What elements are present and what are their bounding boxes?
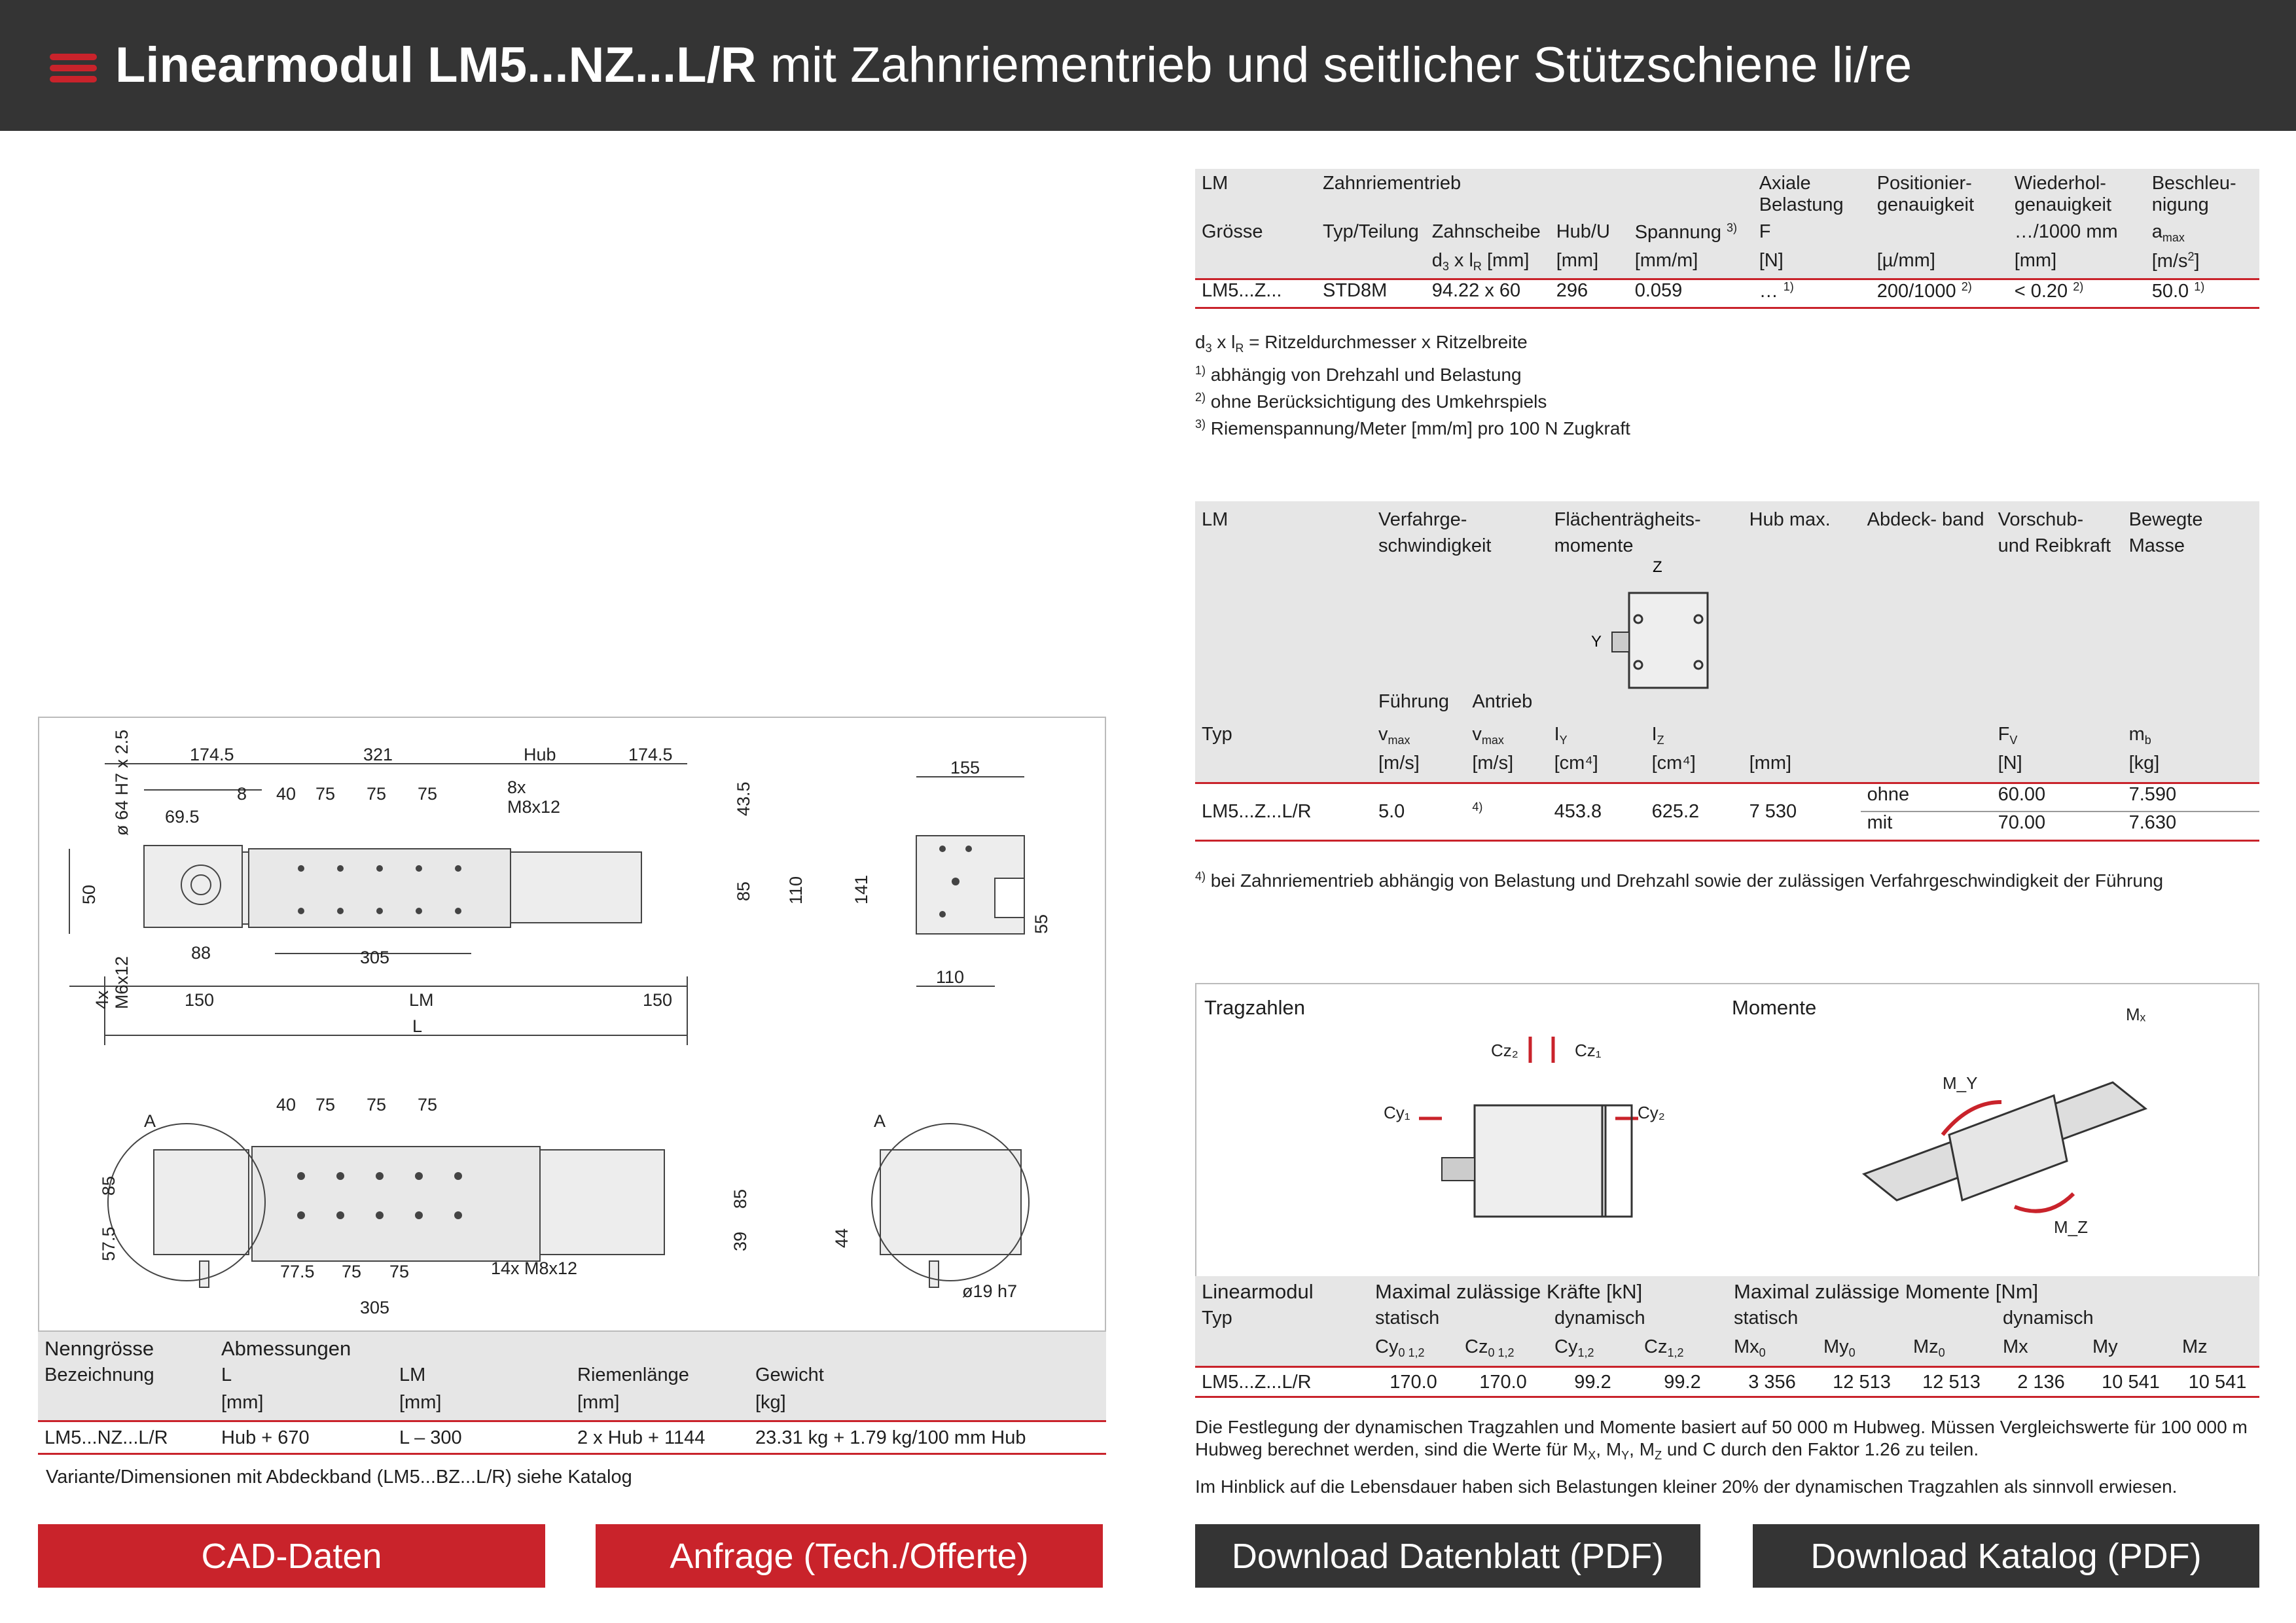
svg-text:88: 88 bbox=[191, 943, 211, 963]
svg-text:77.5: 77.5 bbox=[280, 1262, 315, 1281]
svg-text:305: 305 bbox=[360, 948, 390, 967]
svg-text:M6x12: M6x12 bbox=[112, 955, 132, 1009]
page-header bbox=[0, 0, 2296, 131]
svg-text:40: 40 bbox=[276, 1095, 296, 1115]
page-title: Linearmodul LM5...NZ...L/R mit Zahnriementrieb und seitlicher Stützschiene li/re bbox=[115, 37, 1912, 93]
svg-text:Cz₂: Cz₂ bbox=[1491, 1041, 1518, 1060]
svg-text:75: 75 bbox=[418, 784, 438, 804]
momente-label: Momente bbox=[1732, 996, 1817, 1019]
svg-text:110: 110 bbox=[786, 876, 806, 904]
technical-drawing bbox=[38, 717, 1106, 1332]
tragzahlen-label: Tragzahlen bbox=[1204, 996, 1305, 1019]
download-datasheet-button[interactable]: Download Datenblatt (PDF) bbox=[1195, 1524, 1700, 1588]
request-button[interactable]: Anfrage (Tech./Offerte) bbox=[596, 1524, 1103, 1588]
cross-section-icon bbox=[1587, 560, 1718, 691]
svg-text:4x: 4x bbox=[92, 990, 112, 1009]
forces-panel bbox=[1195, 983, 2259, 1277]
svg-text:150: 150 bbox=[185, 990, 215, 1010]
cad-data-button[interactable]: CAD-Daten bbox=[38, 1524, 545, 1588]
svg-text:55: 55 bbox=[1031, 914, 1051, 934]
svg-text:ø19 h7: ø19 h7 bbox=[962, 1281, 1018, 1301]
svg-text:75: 75 bbox=[315, 1095, 336, 1115]
svg-text:Hub: Hub bbox=[524, 745, 556, 764]
svg-text:85: 85 bbox=[99, 1175, 118, 1196]
svg-text:75: 75 bbox=[389, 1262, 410, 1281]
svg-text:A: A bbox=[144, 1111, 156, 1131]
svg-text:8: 8 bbox=[237, 784, 247, 804]
svg-text:43.5: 43.5 bbox=[734, 781, 753, 816]
svg-text:174.5: 174.5 bbox=[628, 745, 673, 764]
svg-text:321: 321 bbox=[363, 745, 393, 764]
svg-text:150: 150 bbox=[643, 990, 673, 1010]
svg-text:141: 141 bbox=[852, 874, 871, 904]
svg-text:LM: LM bbox=[409, 990, 434, 1010]
svg-text:57.5: 57.5 bbox=[99, 1226, 118, 1261]
loads-table: Linearmodul Maximal zulässige Kräfte [kN] Maximal zulässige Momente [Nm] Typ statisch dynamisch statisch dynamisch $Cy_{0 1,2}$ $Cz_{0 1,2}$ $Cy_{1,2}$ $Cz_{1,2}$ $Mx_0$ $My_0$ $Mz_0$ Mx My Mz LM5...Z...L/R 170.0 170.0 99.2 99.2 3 356 12 513 12 513 2 136 10 541 10 541 Die Festlegung der dynamischen Tragzahlen und Momente basiert auf 50 000 m Hubweg. Müssen Vergleichswerte für 100 000 m Hubweg berechnet werden, sind die Werte für $M_X$, $M_Y$, $M_Z$ und C durch den Faktor 1.26 zu teilen. Im Hinblick auf die Lebensdauer haben sich Belastungen kleiner 20% der dynamischen Tragzahlen als sinnvoll erwiesen. bbox=[1195, 1276, 2259, 1498]
svg-text:ø 64 H7 x 2.5: ø 64 H7 x 2.5 bbox=[112, 729, 132, 836]
svg-text:M_Z: M_Z bbox=[2054, 1217, 2088, 1237]
svg-text:75: 75 bbox=[367, 1095, 387, 1115]
svg-text:85: 85 bbox=[730, 1188, 750, 1209]
drawing-svg bbox=[39, 718, 1107, 1333]
svg-text:Y: Y bbox=[1590, 633, 1602, 651]
svg-text:75: 75 bbox=[418, 1095, 438, 1115]
svg-text:M_Y: M_Y bbox=[1943, 1073, 1978, 1093]
svg-text:8x: 8x bbox=[507, 777, 526, 797]
svg-text:L: L bbox=[412, 1016, 423, 1036]
motion-table: LM Verfahrge- schwindigkeit Flächenträgheits- momente Z Y Hub max. Abdeck- band Vorschub- und Reibkraft Bewegte Masse Führung Antrieb Typ $v_{max}$ $v_{max}$ $I_Y$ $I_Z$ $F_V$ $m_b$ [m/s] [m/s] [cm⁴] [cm⁴] [mm] [N] [kg] LM5...Z...L/R 5.0 $^{4)}$ 453.8 625.2 7 530 ohne 60.00 7.590 mit 70.00 7.630 $^{4)}$ bei Zahnriementrieb abhängig von Belastung und Drehzahl sowie der zulässigen Verfahrgeschwindigkeit der Führung bbox=[1195, 501, 2259, 892]
svg-text:Z: Z bbox=[1652, 560, 1662, 576]
drive-table: LM Zahnriementrieb Axiale Belastung Positionier- genauigkeit Wiederhol- genauigkeit Beschleu- nigung Grösse Typ/Teilung Zahnscheibe Hub/U Spannung $^{3)}$ F …/1000 mm $a_{max}$ $d_3$ x $l_R$ [mm] [mm] [mm/m] [N] [µ/mm] [mm] $[m/s^2]$ LM5...Z... STD8M 94.22 x 60 296 0.059 … $^{1)}$ 200/1000 $^{2)}$ < 0.20 $^{2)}$ 50.0 $^{1)}$ $d_3$ x $l_R$ = Ritzeldurchmesser x Ritzelbreite $^{1)}$ abhängig von Drehzahl und Belastung $^{2)}$ ohne Berücksichtigung des Umkehrspiels $^{3)}$ Riemenspannung/Meter [mm/m] pro 100 N Zugkraft bbox=[1195, 169, 2259, 440]
forces-diagram bbox=[1196, 984, 2261, 1259]
svg-text:40: 40 bbox=[276, 784, 296, 804]
svg-text:50: 50 bbox=[79, 884, 99, 904]
svg-text:Mₓ: Mₓ bbox=[2126, 1005, 2146, 1024]
svg-text:Cy₂: Cy₂ bbox=[1638, 1103, 1665, 1122]
download-catalog-button[interactable]: Download Katalog (PDF) bbox=[1753, 1524, 2259, 1588]
menu-lines-icon bbox=[50, 54, 97, 82]
dimensions-table: Nenngrösse Abmessungen Bezeichnung L LM Riemenlänge Gewicht [mm] [mm] [mm] [kg] LM5...NZ...L/R Hub + 670 L – 300 2 x Hub + 1144 23.31 kg + 1.79 kg/100 mm Hub Variante/Dimensionen mit Abdeckband (LM5...BZ...L/R) siehe Katalog bbox=[38, 1332, 1106, 1488]
svg-text:44: 44 bbox=[832, 1228, 852, 1248]
svg-text:Cz₁: Cz₁ bbox=[1575, 1041, 1602, 1060]
dim-174-left: 174.5 bbox=[190, 745, 234, 764]
svg-text:75: 75 bbox=[367, 784, 387, 804]
svg-text:M8x12: M8x12 bbox=[507, 797, 561, 817]
svg-text:75: 75 bbox=[342, 1262, 362, 1281]
svg-text:305: 305 bbox=[360, 1298, 390, 1317]
svg-text:Cy₁: Cy₁ bbox=[1384, 1103, 1410, 1122]
svg-text:85: 85 bbox=[734, 881, 753, 901]
svg-text:14x M8x12: 14x M8x12 bbox=[491, 1258, 578, 1278]
svg-text:69.5: 69.5 bbox=[165, 807, 200, 827]
svg-text:39: 39 bbox=[730, 1231, 750, 1251]
svg-text:75: 75 bbox=[315, 784, 336, 804]
svg-text:155: 155 bbox=[950, 758, 980, 777]
dims-note: Variante/Dimensionen mit Abdeckband (LM5...BZ...L/R) siehe Katalog bbox=[46, 1466, 632, 1488]
svg-text:A: A bbox=[874, 1111, 886, 1131]
svg-text:110: 110 bbox=[936, 967, 965, 987]
